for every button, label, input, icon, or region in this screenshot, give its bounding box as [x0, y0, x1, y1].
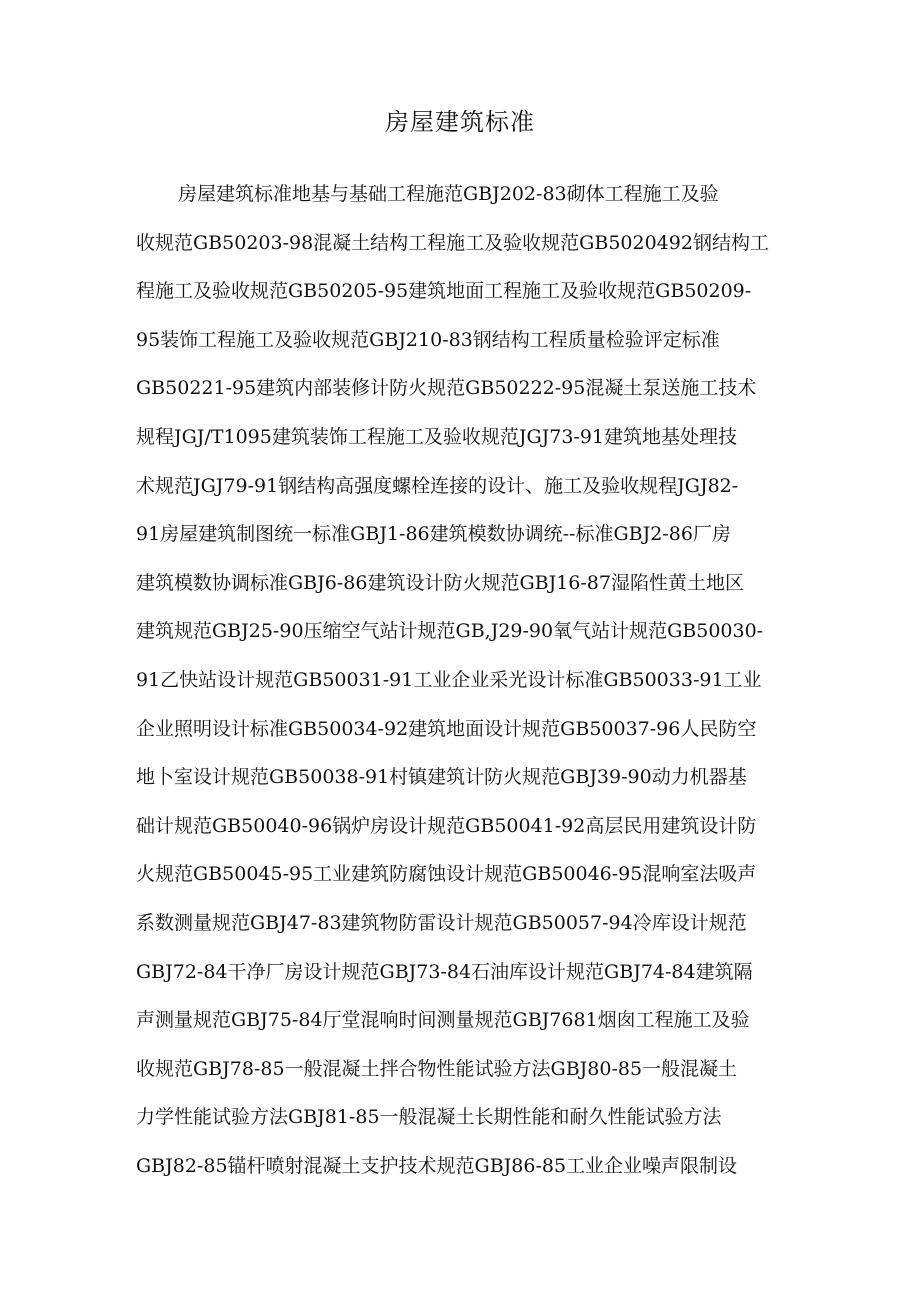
text-line: 础计规范GB50040-96锅炉房设计规范GB50041-92高层民用建筑设计防 — [136, 814, 757, 837]
text-line: 91房屋建筑制图统一标准GBJ1-86建筑模数协调统--标准GBJ2-86厂房 — [136, 523, 731, 546]
text-line: 房屋建筑标准地基与基础工程施范GBJ202-83砌体工程施工及验 — [178, 183, 719, 205]
text-line: 规程JGJ/T1095建筑装饰工程施工及验收规范JGJ73-91建筑地基处理技 — [136, 425, 738, 448]
document-body — [136, 170, 796, 1190]
document-title: 房屋建筑标准 — [385, 108, 535, 136]
text-line: 建筑模数协调标准GBJ6-86建筑设计防火规范GBJ16-87湿陷性黄土地区 — [136, 571, 744, 594]
text-line: 91乙快站设计规范GB50031-91工业企业采光设计标准GB50033-91工业 — [136, 668, 762, 691]
text-line: 收规范GBJ78-85一般混凝土拌合物性能试验方法GBJ80-85一般混凝土 — [136, 1057, 738, 1080]
text-line: GBJ82-85锚杆喷射混凝土支护技术规范GBJ86-85工业企业噪声限制设 — [136, 1154, 738, 1177]
text-line: 程施工及验收规范GB50205-95建筑地面工程施工及验收规范GB50209- — [136, 280, 752, 303]
text-line: 系数测量规范GBJ47-83建筑物防雷设计规范GB50057-94冷库设计规范 — [136, 911, 747, 934]
text-line: 术规范JGJ79-91钢结构高强度螺栓连接的设计、施工及验收规程JGJ82- — [136, 474, 739, 497]
text-line: 力学性能试验方法GBJ81-85一般混凝土长期性能和耐久性能试验方法 — [136, 1106, 722, 1129]
text-line: 声测量规范GBJ75-84厅堂混响时间测量规范GBJ7681烟囱工程施工及验 — [136, 1009, 750, 1032]
text-line: 企业照明设计标准GB50034-92建筑地面设计规范GB50037-96人民防空 — [136, 717, 757, 740]
text-line: GB50221-95建筑内部装修计防火规范GB50222-95混凝土泵送施工技术 — [136, 377, 757, 400]
text-line: 建筑规范GBJ25-90压缩空气站计规范GB,J29-90氧气站计规范GB50030- — [136, 620, 764, 643]
text-line: 收规范GB50203-98混凝土结构工程施工及验收规范GB5020492钢结构工 — [136, 231, 769, 254]
text-line: 地卜室设计规范GB50038-91村镇建筑计防火规范GBJ39-90动力机器基 — [136, 766, 747, 789]
text-line: 95装饰工程施工及验收规范GBJ210-83钢结构工程质量检验评定标准 — [136, 328, 720, 351]
text-line: GBJ72-84干净厂房设计规范GBJ73-84石油库设计规范GBJ74-84建筑隔 — [136, 960, 753, 983]
text-line: 火规范GB50045-95工业建筑防腐蚀设计规范GB50046-95混响室法吸声 — [136, 863, 757, 886]
